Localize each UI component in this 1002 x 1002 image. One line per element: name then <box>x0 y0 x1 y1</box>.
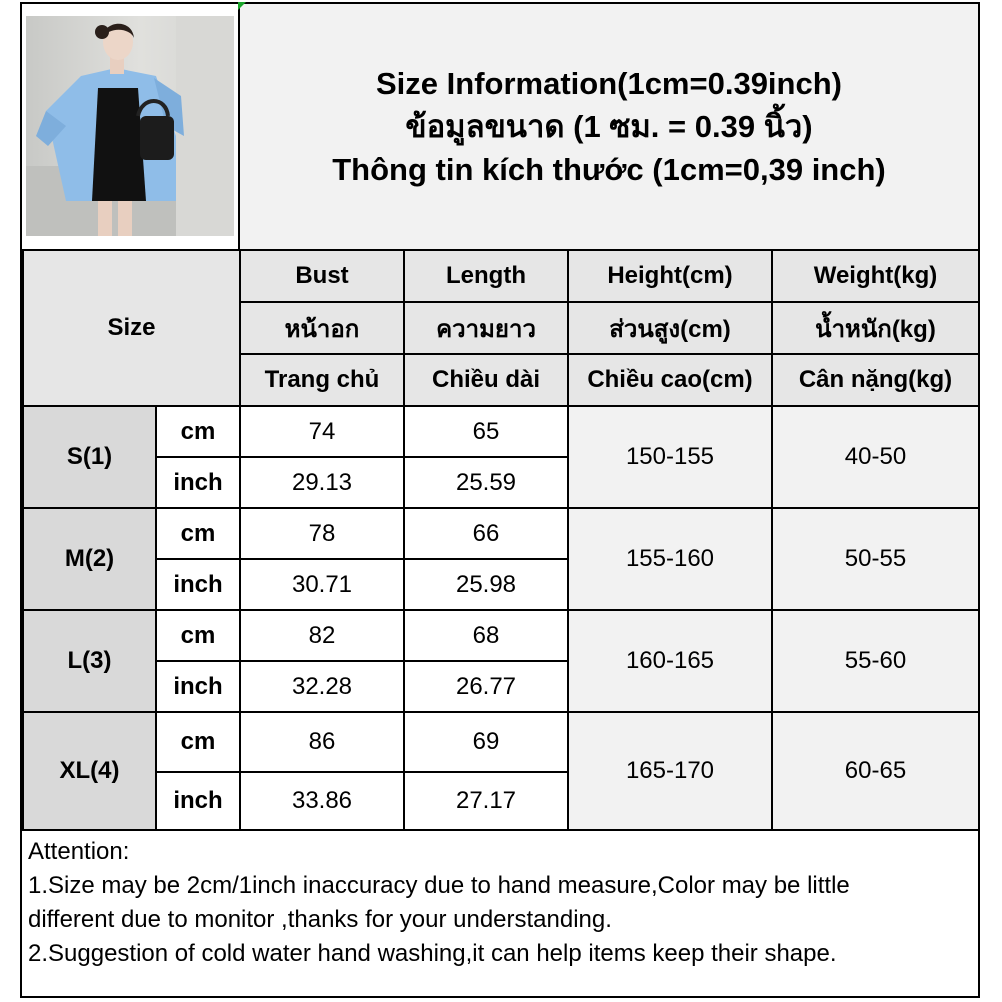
bust-inch-value: 33.86 <box>240 772 404 830</box>
bust-cm-value: 82 <box>240 610 404 661</box>
length-cm-value: 69 <box>404 712 568 772</box>
title-box <box>238 4 978 249</box>
unit-inch: inch <box>156 457 240 508</box>
unit-inch: inch <box>156 772 240 830</box>
length-inch-value: 27.17 <box>404 772 568 830</box>
length-cm-value: 66 <box>404 508 568 559</box>
unit-inch: inch <box>156 661 240 712</box>
size-label: L(3) <box>23 610 156 712</box>
note-line: 1.Size may be 2cm/1inch inaccuracy due to hand measure,Color may be little <box>28 872 850 899</box>
size-label: S(1) <box>23 406 156 508</box>
height-range: 155-160 <box>568 508 772 610</box>
unit-cm: cm <box>156 508 240 559</box>
attention-notes <box>22 829 978 996</box>
title-english: Size Information(1cm=0.39inch) <box>376 66 842 101</box>
notes-heading: Attention: <box>28 838 130 865</box>
column-weight-en: Weight(kg) <box>772 250 979 302</box>
note-line: different due to monitor ,thanks for your understanding. <box>28 906 612 933</box>
column-bust-vi: Trang chủ <box>240 354 404 406</box>
unit-cm: cm <box>156 610 240 661</box>
weight-range: 50-55 <box>772 508 979 610</box>
weight-range: 60-65 <box>772 712 979 830</box>
bust-cm-value: 78 <box>240 508 404 559</box>
model-illustration <box>26 16 234 236</box>
height-range: 160-165 <box>568 610 772 712</box>
chart-header <box>22 4 978 249</box>
unit-cm: cm <box>156 712 240 772</box>
bust-cm-value: 86 <box>240 712 404 772</box>
note-line: 2.Suggestion of cold water hand washing,it can help items keep their shape. <box>28 940 837 967</box>
height-range: 150-155 <box>568 406 772 508</box>
length-inch-value: 26.77 <box>404 661 568 712</box>
height-range: 165-170 <box>568 712 772 830</box>
bust-inch-value: 29.13 <box>240 457 404 508</box>
size-table <box>22 249 980 831</box>
column-height-vi: Chiều cao(cm) <box>568 354 772 406</box>
size-label: XL(4) <box>23 712 156 830</box>
column-height-en: Height(cm) <box>568 250 772 302</box>
column-bust-th: หน้าอก <box>240 302 404 354</box>
length-cm-value: 65 <box>404 406 568 457</box>
length-inch-value: 25.59 <box>404 457 568 508</box>
title-thai: ข้อมูลขนาด (1 ซม. = 0.39 นิ้ว) <box>405 109 813 144</box>
column-length-th: ความยาว <box>404 302 568 354</box>
unit-cm: cm <box>156 406 240 457</box>
bust-inch-value: 32.28 <box>240 661 404 712</box>
size-header: Size <box>23 250 240 406</box>
title-vietnamese: Thông tin kích thước (1cm=0,39 inch) <box>332 152 886 187</box>
column-weight-vi: Cân nặng(kg) <box>772 354 979 406</box>
column-bust-en: Bust <box>240 250 404 302</box>
weight-range: 40-50 <box>772 406 979 508</box>
weight-range: 55-60 <box>772 610 979 712</box>
bust-inch-value: 30.71 <box>240 559 404 610</box>
column-length-vi: Chiều dài <box>404 354 568 406</box>
bust-cm-value: 74 <box>240 406 404 457</box>
size-label: M(2) <box>23 508 156 610</box>
size-chart <box>20 2 980 998</box>
column-height-th: ส่วนสูง(cm) <box>568 302 772 354</box>
column-length-en: Length <box>404 250 568 302</box>
product-photo <box>26 16 234 236</box>
column-weight-th: น้ำหนัก(kg) <box>772 302 979 354</box>
length-cm-value: 68 <box>404 610 568 661</box>
length-inch-value: 25.98 <box>404 559 568 610</box>
unit-inch: inch <box>156 559 240 610</box>
